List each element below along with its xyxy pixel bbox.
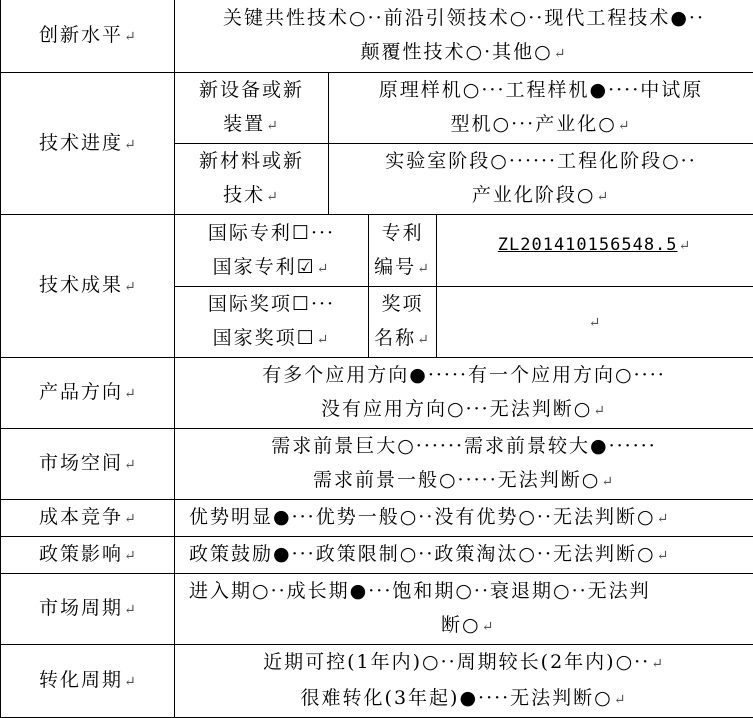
label-cost: 成本竞争↵ (1, 500, 175, 537)
patent-options: 国际专利☐··· 国家专利☑↵ (175, 215, 369, 287)
patent-number-value: ZL201410156548.5↵ (437, 215, 753, 287)
row-progress-equipment (1, 73, 753, 144)
label-market: 市场空间↵ (1, 429, 175, 500)
label-progress: 技术进度↵ (1, 73, 175, 215)
label-product: 产品方向↵ (1, 358, 175, 429)
options-product: 有多个应用方向●·····有一个应用方向○···· 没有应用方向○···无法判断○↵ (175, 358, 753, 429)
award-name-value: ↵ (437, 287, 753, 358)
patent-number-label: 专利 编号↵ (369, 215, 437, 287)
label-transform: 转化周期↵ (1, 645, 175, 718)
award-name-label: 奖项 名称↵ (369, 287, 437, 358)
row-product (1, 358, 753, 429)
row-achievements-patent (1, 215, 753, 287)
options-market: 需求前景巨大○······需求前景较大●······ 需求前景一般○·····无法判断○↵ (175, 429, 753, 500)
row-cycle (1, 574, 753, 645)
options-policy: 政策鼓励●···政策限制○··政策淘汰○··无法判断○↵ (175, 537, 753, 574)
row-market (1, 429, 753, 500)
options-innovation (175, 0, 753, 73)
options-innovation-line1: 关键共性技术○··前沿引领技术○··现代工程技术●·· (175, 1, 753, 35)
label-cycle: 市场周期↵ (1, 574, 175, 645)
options-material: 实验室阶段○······工程化阶段○·· 产业化阶段○↵ (329, 144, 753, 215)
sublabel-equipment: 新设备或新 装置↵ (175, 73, 329, 144)
options-innovation-line2: 颠覆性技术○·其他○↵ (175, 35, 753, 71)
options-equipment: 原理样机○···工程样机●····中试原 型机○···产业化○↵ (329, 73, 753, 144)
label-innovation: 创新水平↵ (1, 0, 175, 73)
label-achievements: 技术成果↵ (1, 215, 175, 358)
label-policy: 政策影响↵ (1, 537, 175, 574)
options-cost: 优势明显●···优势一般○··没有优势○··无法判断○↵ (175, 500, 753, 537)
options-transform: 近期可控(1年内)○··周期较长(2年内)○··↵ 很难转化(3年起)●····无法判断○↵ (175, 645, 753, 718)
options-cycle: 进入期○··成长期●···饱和期○··衰退期○··无法判 断○↵ (175, 574, 753, 645)
sublabel-material: 新材料或新 技术↵ (175, 144, 329, 215)
row-innovation (1, 0, 753, 73)
row-cost (1, 500, 753, 537)
award-options: 国际奖项☐··· 国家奖项☐↵ (175, 287, 369, 358)
row-policy (1, 537, 753, 574)
